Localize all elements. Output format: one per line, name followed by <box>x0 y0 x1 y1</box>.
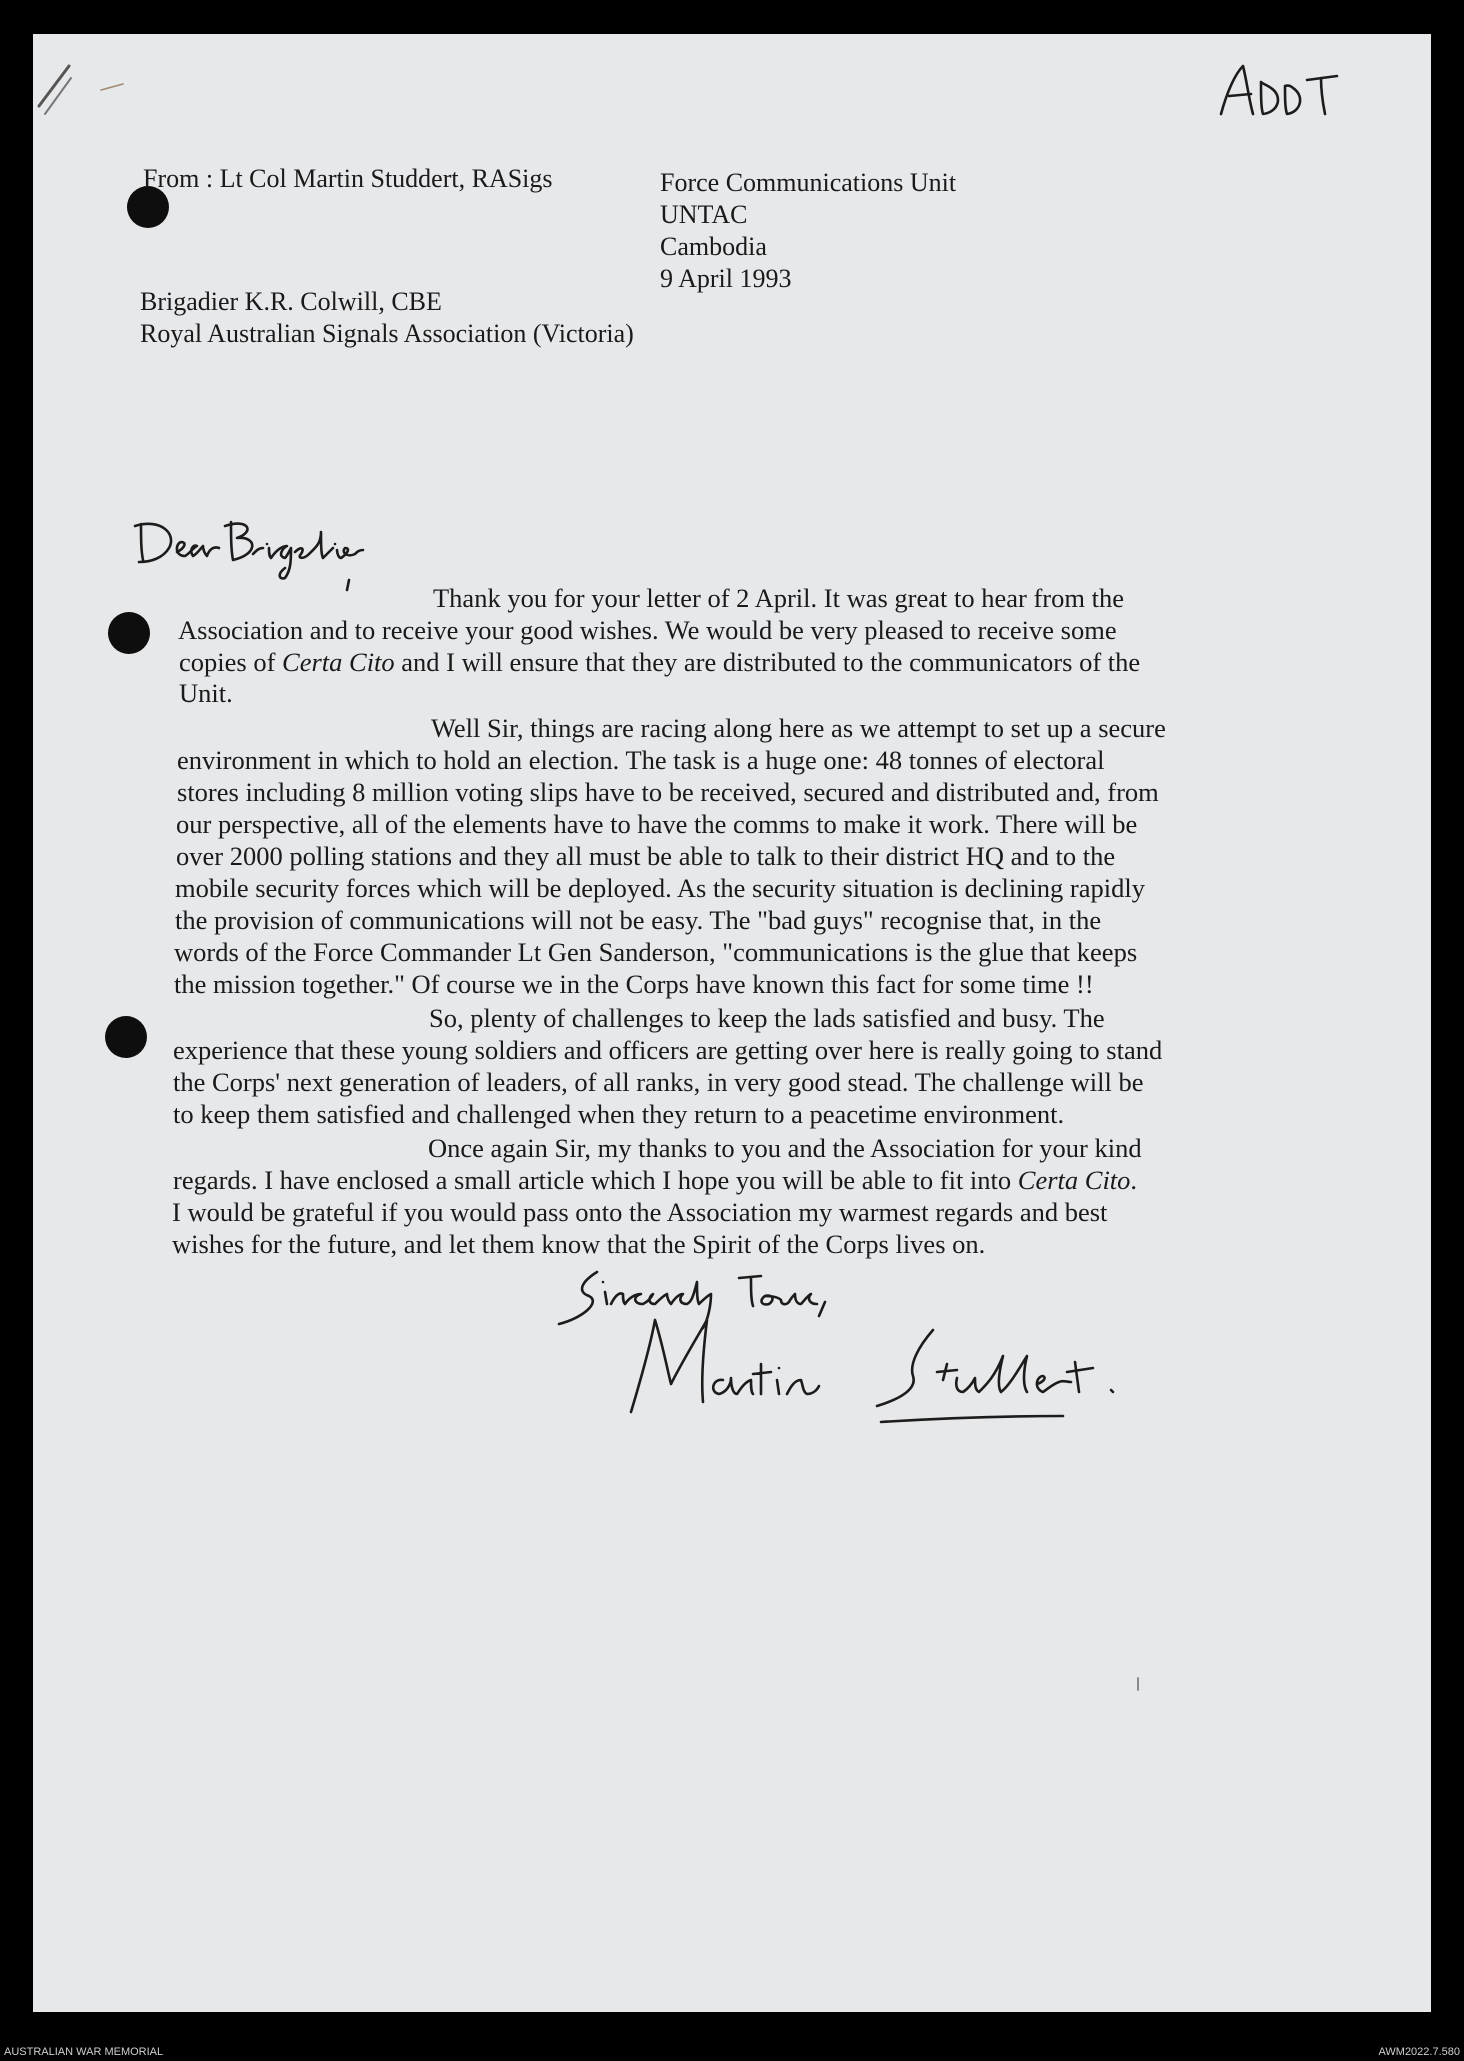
recipient-name: Brigadier K.R. Colwill, CBE <box>140 287 442 316</box>
paragraph-2-line-5: over 2000 polling stations and they all must be able to talk to their district HQ and to the <box>176 841 1116 871</box>
address-line-country: Cambodia <box>660 232 767 261</box>
letter-date: 9 April 1993 <box>660 264 792 293</box>
recipient-organisation: Royal Australian Signals Association (Victoria) <box>140 319 634 348</box>
paragraph-3-line-3: the Corps' next generation of leaders, of all ranks, in very good stead. The challenge will be <box>173 1067 1144 1097</box>
scan-speck-icon <box>1128 1674 1148 1698</box>
paragraph-3-line-1: So, plenty of challenges to keep the lads satisfied and busy. The <box>429 1003 1105 1033</box>
address-line-untac: UNTAC <box>660 200 748 229</box>
staple-mark-icon <box>33 44 153 134</box>
paragraph-2-line-9: the mission together." Of course we in the Corps have known this fact for some time !! <box>174 969 1094 999</box>
paragraph-4-line-2: regards. I have enclosed a small article which I hope you will be able to fit into Certa Cito. <box>173 1165 1138 1195</box>
publication-title-certa-cito: Certa Cito <box>282 647 395 677</box>
paragraph-1-line-1: Thank you for your letter of 2 April. It was great to hear from the <box>433 583 1124 613</box>
paragraph-2-line-7: the provision of communications will not be easy. The "bad guys" recognise that, in the <box>175 905 1102 935</box>
handwritten-signature <box>623 1312 1183 1432</box>
handwritten-salutation <box>125 504 385 594</box>
paragraph-2-line-6: mobile security forces which will be deployed. As the security situation is declining rapidly <box>175 873 1145 903</box>
paragraph-2-line-2: environment in which to hold an election. The task is a huge one: 48 tonnes of electoral <box>177 745 1105 775</box>
punch-hole-bottom <box>105 1016 147 1058</box>
paragraph-2-line-4: our perspective, all of the elements have to have the comms to make it work. There will be <box>176 809 1138 839</box>
from-line: From : Lt Col Martin Studdert, RASigs <box>143 164 553 193</box>
paragraph-3-line-4: to keep them satisfied and challenged when they return to a peacetime environment. <box>173 1099 1065 1129</box>
publication-title-certa-cito-2: Certa Cito <box>1017 1165 1131 1195</box>
paragraph-3-line-2: experience that these young soldiers and officers are getting over here is really going to stand <box>173 1035 1163 1065</box>
paragraph-4-line-4: wishes for the future, and let them know that the Spirit of the Corps lives on. <box>172 1229 986 1259</box>
letter-page <box>33 34 1431 2012</box>
address-line-unit: Force Communications Unit <box>660 168 957 197</box>
footer-left-credit: AUSTRALIAN WAR MEMORIAL <box>4 2046 164 2058</box>
punch-hole-middle <box>108 612 150 654</box>
recipient-block <box>140 286 634 350</box>
paragraph-1-line-3: copies of Certa Cito and I will ensure that they are distributed to the communicators of the <box>179 647 1141 677</box>
paragraph-2-line-8: words of the Force Commander Lt Gen Sanderson, "communications is the glue that keeps <box>174 937 1138 967</box>
footer-right-accession: AWM2022.7.580 <box>1378 2046 1460 2058</box>
sender-address <box>660 167 956 295</box>
paragraph-1-line-4: Unit. <box>179 678 233 708</box>
paragraph-2-line-1: Well Sir, things are racing along here as we attempt to set up a secure <box>431 713 1166 743</box>
handwritten-mark-addt <box>1213 52 1353 132</box>
paragraph-2-line-3: stores including 8 million voting slips have to be received, secured and distributed and, from <box>177 777 1159 807</box>
paragraph-4-line-1: Once again Sir, my thanks to you and the Association for your kind <box>428 1133 1142 1163</box>
paragraph-1-line-2: Association and to receive your good wishes. We would be very pleased to receive some <box>178 615 1117 645</box>
paragraph-4-line-3: I would be grateful if you would pass onto the Association my warmest regards and best <box>172 1197 1108 1227</box>
